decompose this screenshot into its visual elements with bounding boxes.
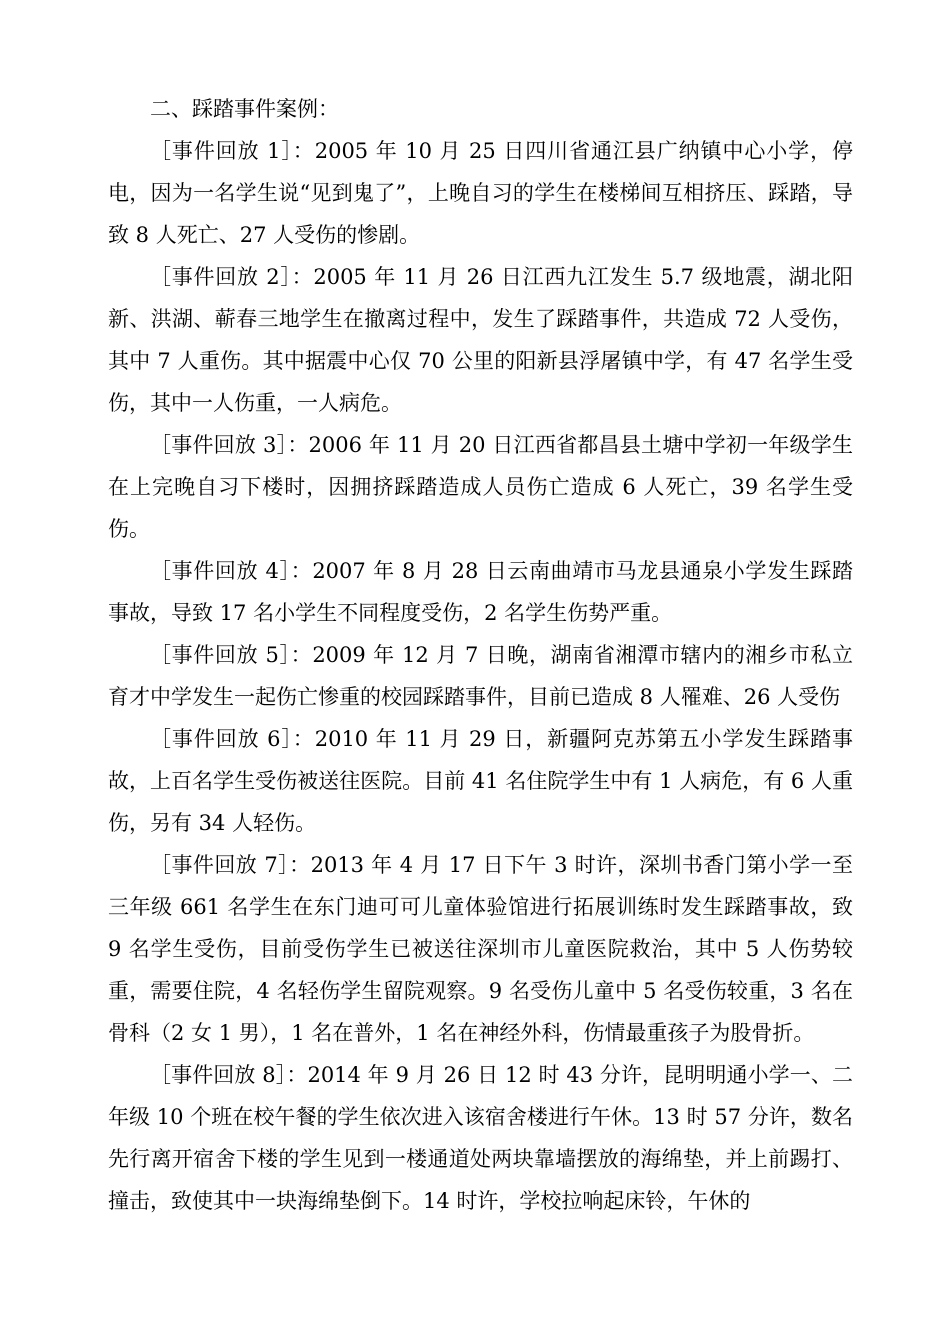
case-paragraph-6: ［事件回放 6］：2010 年 11 月 29 日，新疆阿克苏第五小学发生踩踏事故，上百名学生受伤被送往医院。目前 41 名住院学生中有 1 人病危，有 6 人重伤，另有 34 人轻伤。	[108, 727, 853, 835]
case-paragraph-7: ［事件回放 7］：2013 年 4 月 17 日下午 3 时许，深圳书香门第小学一至三年级 661 名学生在东门迪可可儿童体验馆进行拓展训练时发生踩踏事故，致 9 名学生受伤，目前受伤学生已被送往深圳市儿童医院救治，其中 5 人伤势较重，需要住院，4 名轻伤学生留院观察。9 名受伤儿童中 5 名受伤较重，3 名在骨科（2 女 1 男），1 名在普外，1 名在神经外科，伤情最重孩子为股骨折。	[108, 853, 853, 1045]
section-heading: 二、踩踏事件案例：	[150, 97, 339, 121]
case-paragraph-8: ［事件回放 8］：2014 年 9 月 26 日 12 时 43 分许，昆明明通小学一、二年级 10 个班在校午餐的学生依次进入该宿舍楼进行午休。13 时 57 分许，数名先行离开宿舍下楼的学生见到一楼通道处两块靠墙摆放的海绵垫，并上前踢打、撞击，致使其中一块海绵垫倒下。14 时许，学校拉响起床铃，午休的	[108, 1063, 853, 1213]
case-paragraph-5: ［事件回放 5］：2009 年 12 月 7 日晚，湖南省湘潭市辖内的湘乡市私立育才中学发生一起伤亡惨重的校园踩踏事件，目前已造成 8 人罹难、26 人受伤	[108, 643, 853, 709]
case-paragraph-1: ［事件回放 1］：2005 年 10 月 25 日四川省通江县广纳镇中心小学，停电，因为一名学生说“见到鬼了”，上晚自习的学生在楼梯间互相挤压、踩踏，导致 8 人死亡、27 人受伤的惨剧。	[108, 139, 853, 247]
case-paragraph-3: ［事件回放 3］：2006 年 11 月 20 日江西省都昌县土塘中学初一年级学生在上完晚自习下楼时，因拥挤踩踏造成人员伤亡造成 6 人死亡，39 名学生受伤。	[108, 433, 853, 541]
case-paragraph-2: ［事件回放 2］：2005 年 11 月 26 日江西九江发生 5.7 级地震，湖北阳新、洪湖、蕲春三地学生在撤离过程中，发生了踩踏事件，共造成 72 人受伤，其中 7 人重伤。其中据震中心仅 70 公里的阳新县浮屠镇中学，有 47 名学生受伤，其中一人伤重，一人病危。	[108, 265, 853, 415]
document-body	[108, 88, 853, 1222]
case-paragraph-4: ［事件回放 4］：2007 年 8 月 28 日云南曲靖市马龙县通泉小学发生踩踏事故，导致 17 名小学生不同程度受伤，2 名学生伤势严重。	[108, 559, 853, 625]
